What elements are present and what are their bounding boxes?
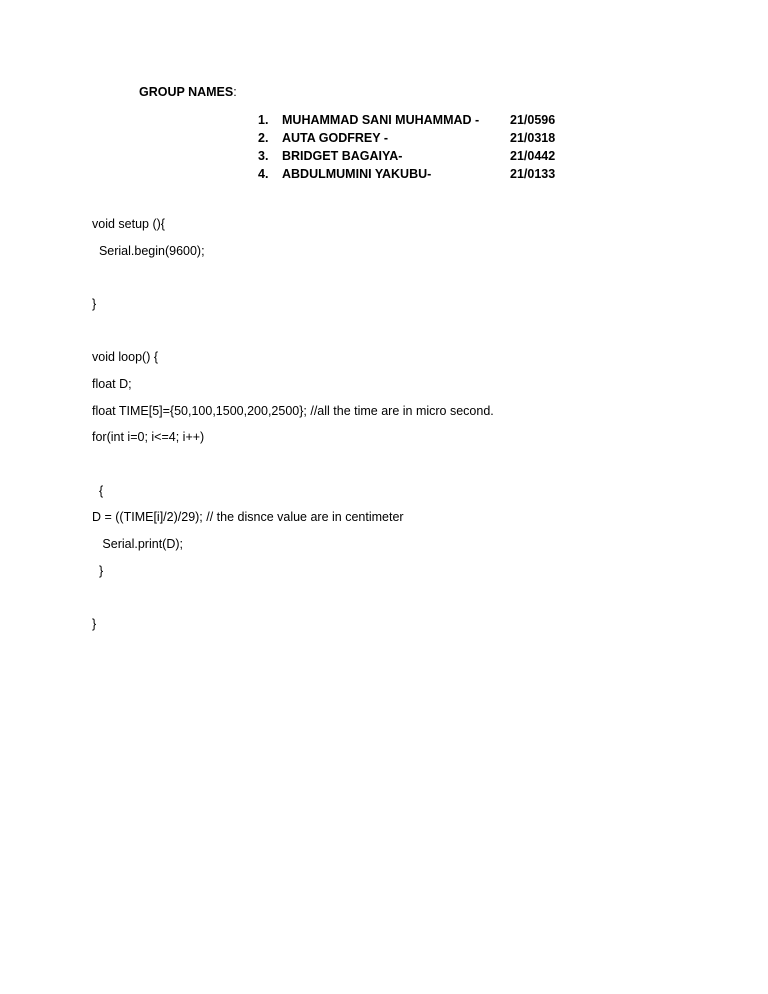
member-name: AUTA GODFREY -: [282, 131, 389, 145]
code-setup-open: void setup (){: [92, 217, 165, 231]
list-item: [258, 111, 578, 129]
code-loop-close: }: [92, 617, 97, 631]
code-for-open: {: [92, 484, 104, 498]
member-number: 4.: [258, 167, 269, 181]
code-serial-begin: Serial.begin(9600);: [92, 244, 205, 258]
code-for-line: for(int i=0; i<=4; i++): [92, 430, 205, 444]
list-item: [258, 147, 578, 165]
member-reg-no: 21/0318: [510, 131, 556, 145]
code-float-time: float TIME[5]={50,100,1500,200,2500}; //all the time are in micro second.: [92, 404, 494, 418]
member-name: MUHAMMAD SANI MUHAMMAD -: [282, 113, 480, 127]
group-names-colon: :: [233, 85, 237, 99]
member-number: 1.: [258, 113, 269, 127]
member-reg-no: 21/0133: [510, 167, 556, 181]
member-reg-no: 21/0442: [510, 149, 556, 163]
code-d-calc: D = ((TIME[i]/2)/29); // the disnce value are in centimeter: [92, 510, 404, 524]
code-setup-close: }: [92, 297, 97, 311]
group-members-list: [258, 111, 578, 183]
code-for-close: }: [92, 564, 104, 578]
list-item: [258, 165, 578, 183]
member-name: ABDULMUMINI YAKUBU-: [282, 167, 432, 181]
group-names-heading: [139, 84, 237, 100]
member-reg-no: 21/0596: [510, 113, 556, 127]
code-float-d: float D;: [92, 377, 132, 391]
group-names-label: GROUP NAMES: [139, 85, 234, 99]
member-number: 2.: [258, 131, 269, 145]
list-item: [258, 129, 578, 147]
code-serial-print: Serial.print(D);: [92, 537, 183, 551]
code-loop-open: void loop() {: [92, 350, 159, 364]
member-name: BRIDGET BAGAIYA-: [282, 149, 403, 163]
member-number: 3.: [258, 149, 269, 163]
